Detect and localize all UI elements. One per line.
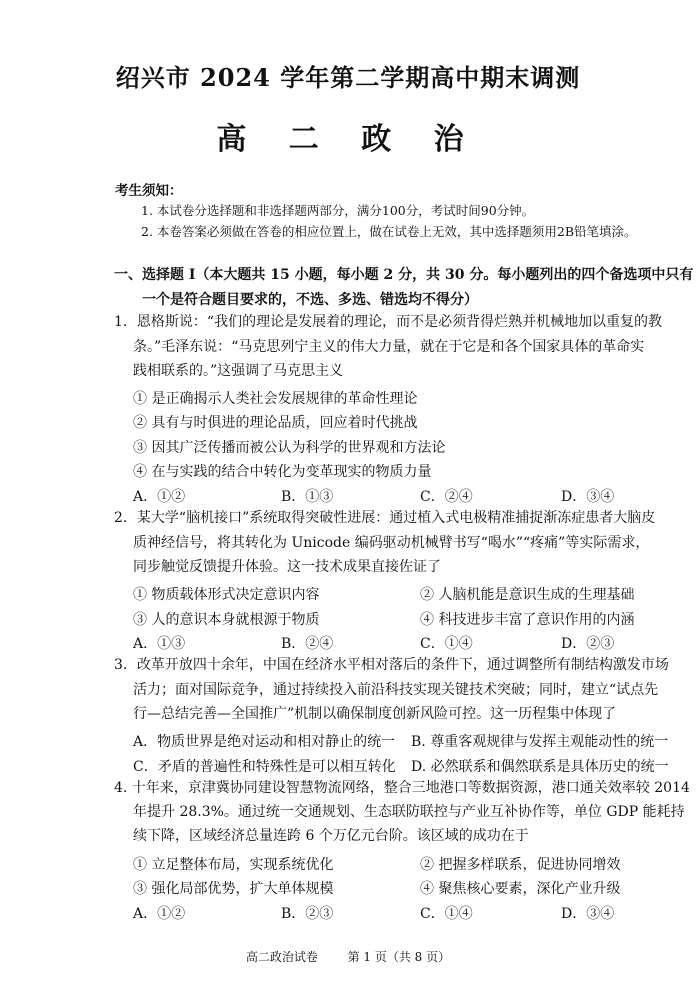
q4-stem-line3: 续下降，区域经济总量连跨 6 个万亿元台阶。该区域的成功在于 bbox=[133, 828, 529, 844]
q3-stem-line3: 行—总结完善—全国推广”机制以确保制度创新风险可控。这一历程集中体现了 bbox=[133, 706, 617, 722]
q1-item-2: ② 具有与时俱进的理论品质，回应着时代挑战 bbox=[133, 415, 418, 431]
page-footer bbox=[0, 948, 696, 965]
q2-stem-line1: 2．某大学“脑机接口”系统取得突破性进展：通过植入式电极精准捕捉渐冻症患者大脑皮 bbox=[114, 510, 656, 526]
exam-title: 绍兴市 2024 学年第二学期高中期末调测 bbox=[115, 63, 581, 92]
q2-item-4: ④ 科技进步丰富了意识作用的内涵 bbox=[420, 612, 635, 628]
q3-choice-a[interactable]: A．物质世界是绝对运动和相对静止的统一 bbox=[133, 734, 396, 750]
q2-choice-c[interactable]: C．①④ bbox=[420, 636, 473, 652]
q4-stem-line2: 年提升 28.3%。通过统一交通规划、生态联防联控与产业互补协作等，单位 GDP 能耗持 bbox=[133, 804, 685, 820]
q3-stem-line2: 活力；面对国际竞争，通过持续投入前沿科技实现关键技术突破；同时，建立“试点先 bbox=[133, 682, 659, 698]
section-heading-line1: 一、选择题 I（本大题共 15 小题，每小题 2 分，共 30 分。每小题列出的四个备选项中只有 bbox=[114, 267, 694, 283]
q4-choice-a[interactable]: A．①② bbox=[133, 906, 186, 922]
q1-item-3: ③ 因其广泛传播而被公认为科学的世界观和方法论 bbox=[133, 440, 446, 456]
q1-stem-line3: 践相联系的。”这强调了马克思主义 bbox=[133, 363, 344, 379]
q1-stem-line1: 1．恩格斯说：“我们的理论是发展着的理论，而不是必须背得烂熟并机械地加以重复的教 bbox=[114, 314, 663, 330]
q2-choice-b[interactable]: B．②④ bbox=[281, 636, 334, 652]
notice-heading: 考生须知： bbox=[115, 183, 183, 199]
footer-page-number: 第 1 页（共 8 页） bbox=[347, 950, 451, 964]
q1-stem-line2: 条。”毛泽东说：“马克思列宁主义的伟大力量，就在于它是和各个国家具体的革命实 bbox=[133, 339, 645, 355]
q3-choice-c[interactable]: C．矛盾的普遍性和特殊性是可以相互转化 bbox=[133, 759, 396, 775]
q4-choice-b[interactable]: B．②③ bbox=[281, 906, 334, 922]
q3-choice-b[interactable]: B. 尊重客观规律与发挥主观能动性的统一 bbox=[411, 734, 669, 750]
notice-item-1: 1. 本试卷分选择题和非选择题两部分，满分100分，考试时间90分钟。 bbox=[141, 203, 535, 218]
subject-title: 高 二 政 治 bbox=[216, 122, 480, 157]
q1-choice-c[interactable]: C．②④ bbox=[420, 489, 473, 505]
q4-item-4: ④ 聚焦核心要素，深化产业升级 bbox=[420, 881, 621, 897]
q2-stem-line2: 质神经信号，将其转化为 Unicode 编码驱动机械臂书写“喝水”“疼痛”等实际需求， bbox=[133, 535, 650, 551]
q1-item-4: ④ 在与实践的结合中转化为变革现实的物质力量 bbox=[133, 464, 432, 480]
q4-item-1: ① 立足整体布局，实现系统优化 bbox=[133, 857, 334, 873]
q3-choice-d[interactable]: D. 必然联系和偶然联系是具体历史的统一 bbox=[411, 759, 669, 775]
q2-choice-a[interactable]: A．①③ bbox=[133, 636, 186, 652]
q1-choice-a[interactable]: A．①② bbox=[133, 489, 186, 505]
q4-choice-c[interactable]: C．①④ bbox=[420, 906, 473, 922]
q4-stem-line1: 4. 十年来，京津冀协同建设智慧物流网络，整合三地港口等数据资源，港口通关效率较 2014 bbox=[114, 780, 690, 796]
q3-stem-line1: 3．改革开放四十余年，中国在经济水平相对落后的条件下，通过调整所有制结构激发市场 bbox=[114, 657, 669, 673]
q1-choice-d[interactable]: D．③④ bbox=[561, 489, 615, 505]
section-heading-line2: 一个是符合题目要求的，不选、多选、错选均不得分） bbox=[142, 292, 478, 308]
footer-paper-name: 高二政治试卷 bbox=[245, 950, 318, 964]
q4-choice-d[interactable]: D．③④ bbox=[561, 906, 615, 922]
q1-choice-b[interactable]: B．①③ bbox=[281, 489, 334, 505]
notice-item-2: 2. 本卷答案必须做在答卷的相应位置上，做在试卷上无效，其中选择题须用2B铅笔填涂。 bbox=[141, 224, 637, 239]
q2-item-2: ② 人脑机能是意识生成的生理基础 bbox=[420, 587, 635, 603]
q2-choice-d[interactable]: D．②③ bbox=[561, 636, 615, 652]
q4-item-2: ② 把握多样联系，促进协同增效 bbox=[420, 857, 621, 873]
q4-item-3: ③ 强化局部优势，扩大单体规模 bbox=[133, 881, 334, 897]
q2-stem-line3: 同步触觉反馈提升体验。这一技术成果直接佐证了 bbox=[133, 559, 441, 575]
q2-item-1: ① 物质载体形式决定意识内容 bbox=[133, 587, 320, 603]
q1-item-1: ① 是正确揭示人类社会发展规律的革命性理论 bbox=[133, 391, 418, 407]
q2-item-3: ③ 人的意识本身就根源于物质 bbox=[133, 612, 320, 628]
